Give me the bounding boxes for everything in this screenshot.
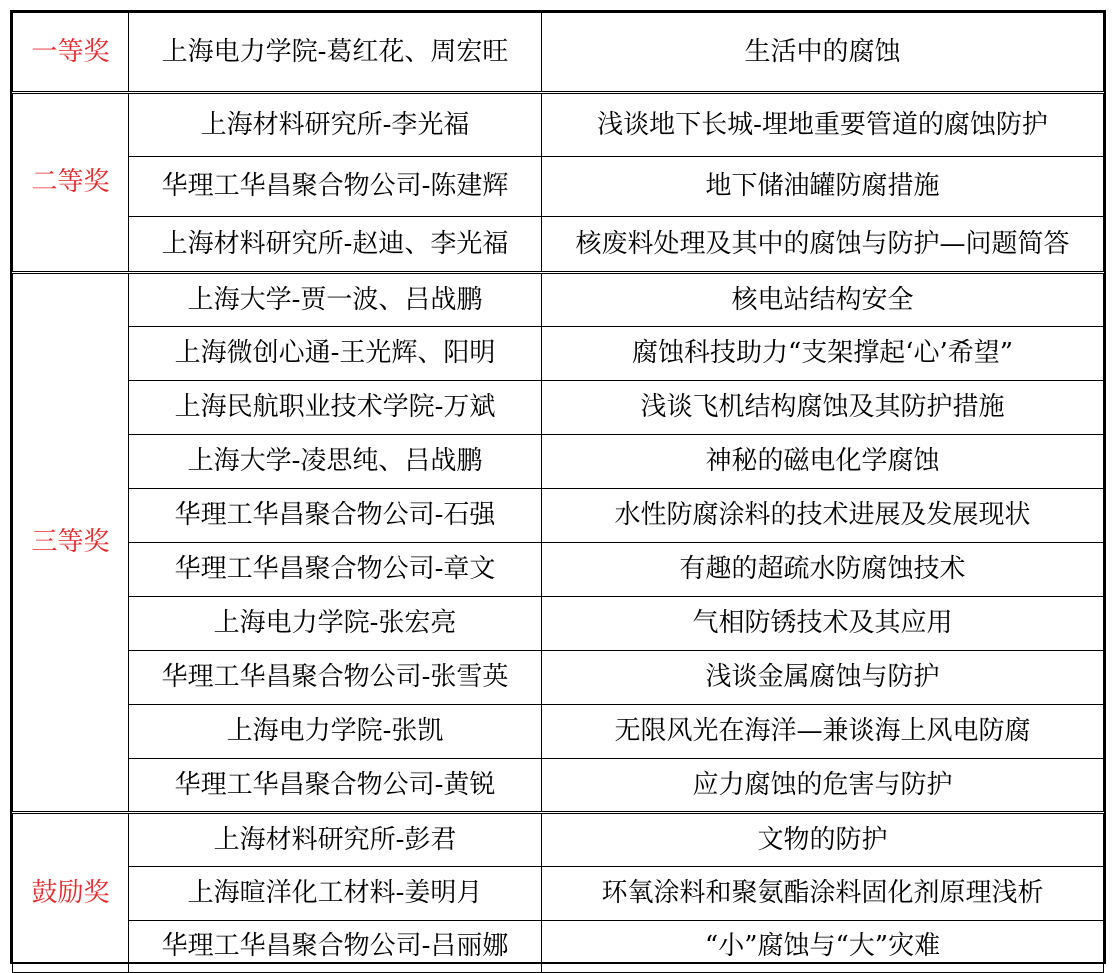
title-cell: 浅谈金属腐蚀与防护: [542, 651, 1104, 705]
table-row: [13, 921, 1104, 973]
title-cell: 神秘的磁电化学腐蚀: [542, 435, 1104, 489]
author-cell: 上海大学-凌思纯、吕战鹏: [129, 435, 542, 489]
table-row: [13, 327, 1104, 381]
author-cell: 华理工华昌聚合物公司-吕丽娜: [129, 921, 542, 973]
author-cell: 上海材料研究所-李光福: [129, 93, 542, 157]
title-cell: 有趣的超疏水防腐蚀技术: [542, 543, 1104, 597]
table-row: [13, 759, 1104, 813]
table-row: [13, 273, 1104, 327]
table-row: [13, 435, 1104, 489]
title-cell: 气相防锈技术及其应用: [542, 597, 1104, 651]
award-level-first: 一等奖: [13, 13, 129, 93]
table-row: [13, 705, 1104, 759]
title-cell: 腐蚀科技助力“支架撑起‘心’希望”: [542, 327, 1104, 381]
author-cell: 华理工华昌聚合物公司-陈建辉: [129, 157, 542, 217]
author-cell: 上海电力学院-葛红花、周宏旺: [129, 13, 542, 93]
table-row: [13, 13, 1104, 93]
title-cell: 浅谈地下长城-埋地重要管道的腐蚀防护: [542, 93, 1104, 157]
table-row: [13, 597, 1104, 651]
title-cell: “小”腐蚀与“大”灾难: [542, 921, 1104, 973]
title-cell: 生活中的腐蚀: [542, 13, 1104, 93]
award-level-third: 三等奖: [13, 273, 129, 813]
title-cell: 文物的防护: [542, 813, 1104, 867]
table-row: [13, 867, 1104, 921]
table-row: [13, 543, 1104, 597]
title-cell: 核电站结构安全: [542, 273, 1104, 327]
table-row: [13, 489, 1104, 543]
table-row: [13, 93, 1104, 157]
title-cell: 核废料处理及其中的腐蚀与防护—问题简答: [542, 217, 1104, 273]
awards-table-frame: [10, 10, 1106, 964]
awards-table: [12, 12, 1104, 973]
author-cell: 华理工华昌聚合物公司-石强: [129, 489, 542, 543]
title-cell: 环氧涂料和聚氨酯涂料固化剂原理浅析: [542, 867, 1104, 921]
author-cell: 华理工华昌聚合物公司-黄锐: [129, 759, 542, 813]
author-cell: 上海电力学院-张宏亮: [129, 597, 542, 651]
author-cell: 上海暄洋化工材料-姜明月: [129, 867, 542, 921]
author-cell: 上海电力学院-张凯: [129, 705, 542, 759]
author-cell: 上海材料研究所-彭君: [129, 813, 542, 867]
title-cell: 水性防腐涂料的技术进展及发展现状: [542, 489, 1104, 543]
title-cell: 应力腐蚀的危害与防护: [542, 759, 1104, 813]
table-row: [13, 217, 1104, 273]
award-level-second: 二等奖: [13, 93, 129, 273]
author-cell: 华理工华昌聚合物公司-张雪英: [129, 651, 542, 705]
table-row: [13, 813, 1104, 867]
table-row: [13, 651, 1104, 705]
title-cell: 无限风光在海洋—兼谈海上风电防腐: [542, 705, 1104, 759]
author-cell: 上海民航职业技术学院-万斌: [129, 381, 542, 435]
table-row: [13, 381, 1104, 435]
table-row: [13, 157, 1104, 217]
title-cell: 浅谈飞机结构腐蚀及其防护措施: [542, 381, 1104, 435]
author-cell: 上海微创心通-王光辉、阳明: [129, 327, 542, 381]
author-cell: 上海材料研究所-赵迪、李光福: [129, 217, 542, 273]
author-cell: 上海大学-贾一波、吕战鹏: [129, 273, 542, 327]
title-cell: 地下储油罐防腐措施: [542, 157, 1104, 217]
author-cell: 华理工华昌聚合物公司-章文: [129, 543, 542, 597]
award-level-encouragement: 鼓励奖: [13, 813, 129, 973]
